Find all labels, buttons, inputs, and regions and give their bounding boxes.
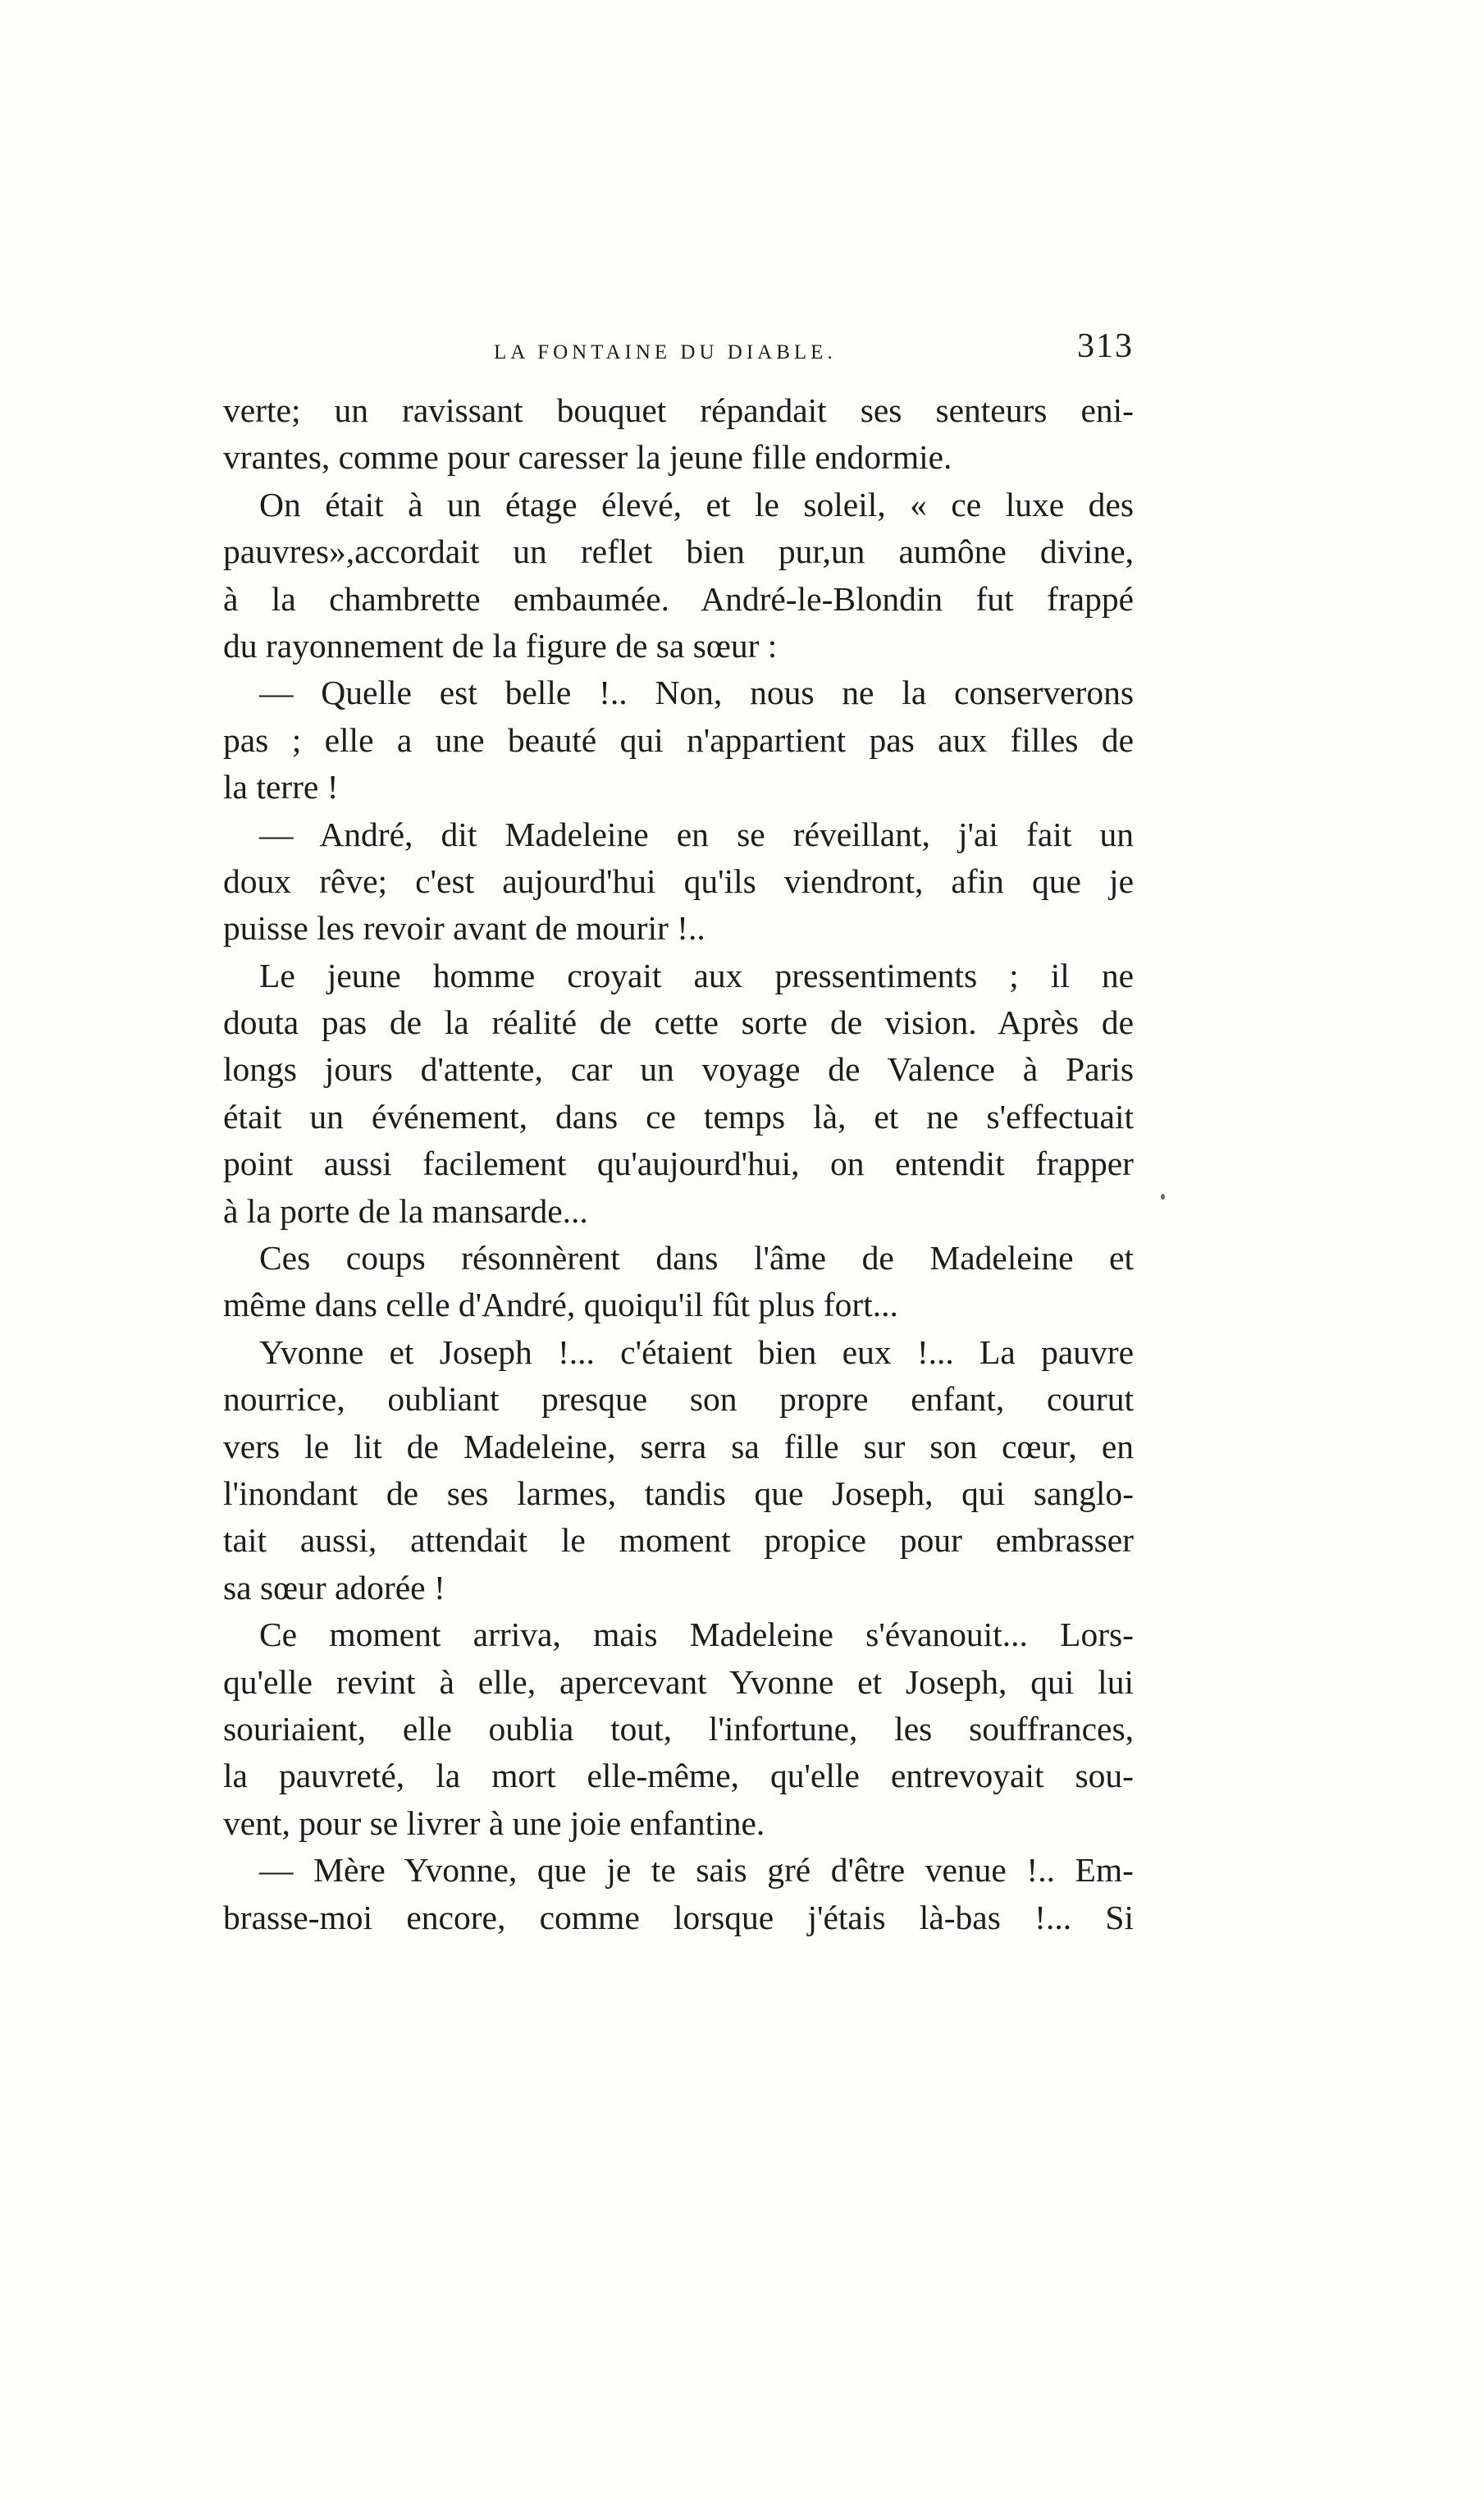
text-line: — André, dit Madeleine en se réveillant, j'ai fait un [259,815,1134,853]
text-line: Ce moment arriva, mais Madeleine s'évanouit... Lors- [259,1616,1134,1654]
text-line: douta pas de la réalité de cette sorte de vision. Après de [223,1003,1134,1042]
text-line: l'inondant de ses larmes, tandis que Joseph, qui sanglo- [223,1474,1134,1512]
text-line: vent, pour se livrer à une joie enfantine. [223,1803,765,1842]
text-line: vrantes, comme pour caresser la jeune fille endormie. [223,438,952,477]
text-line: qu'elle revint à elle, apercevant Yvonne et Joseph, qui lui [223,1662,1134,1701]
page-header [223,318,1134,387]
text-line: Ces coups résonnèrent dans l'âme de Madeleine et [259,1239,1134,1277]
text-line: nourrice, oubliant presque son propre enfant, courut [223,1380,1134,1419]
text-line: pauvres»,accordait un reflet bien pur,un aumône divine, [223,532,1134,571]
ink-speck [1161,1194,1165,1200]
text-line: verte; un ravissant bouquet répandait ses senteurs eni- [223,391,1134,429]
text-line: Yvonne et Joseph !... c'étaient bien eux !... La pauvre [259,1332,1134,1371]
text-line: — Mère Yvonne, que je te sais gré d'être venue !.. Em- [259,1851,1134,1890]
text-block [223,318,1134,1941]
text-line: point aussi facilement qu'aujourd'hui, on entendit frapper [223,1145,1134,1183]
text-line: On était à un étage élevé, et le soleil, « ce luxe des [259,485,1134,523]
text-line: doux rêve; c'est aujourd'hui qu'ils viendront, afin que je [223,862,1134,900]
body-text [223,387,1134,1941]
text-line: souriaient, elle oublia tout, l'infortune, les souffrances, [223,1709,1134,1748]
text-line: tait aussi, attendait le moment propice pour embrasser [223,1521,1134,1560]
text-line: même dans celle d'André, quoiqu'il fût plus fort... [223,1286,898,1324]
text-line: vers le lit de Madeleine, serra sa fille sur son cœur, en [223,1427,1134,1465]
text-line: à la porte de la mansarde... [223,1191,588,1230]
text-line: du rayonnement de la figure de sa sœur : [223,626,778,665]
text-line: longs jours d'attente, car un voyage de Valence à Paris [223,1050,1134,1089]
text-line: puisse les revoir avant de mourir !.. [223,909,705,948]
page-number: 313 [1077,327,1134,365]
text-line: pas ; elle a une beauté qui n'appartient pas aux filles de [223,720,1134,759]
text-line: la terre ! [223,768,339,807]
running-title: LA FONTAINE DU DIABLE. [494,341,837,363]
text-line: à la chambrette embaumée. André-le-Blondin fut frappé [223,579,1134,618]
text-line: — Quelle est belle !.. Non, nous ne la conserverons [259,674,1134,712]
text-line: Le jeune homme croyait aux pressentiments ; il ne [259,956,1134,994]
text-line: la pauvreté, la mort elle-même, qu'elle entrevoyait sou- [223,1757,1134,1795]
text-line: brasse-moi encore, comme lorsque j'étais là-bas !... Si [223,1898,1134,1936]
text-line: sa sœur adorée ! [223,1568,445,1606]
text-line: était un événement, dans ce temps là, et ne s'effectuait [223,1097,1134,1136]
